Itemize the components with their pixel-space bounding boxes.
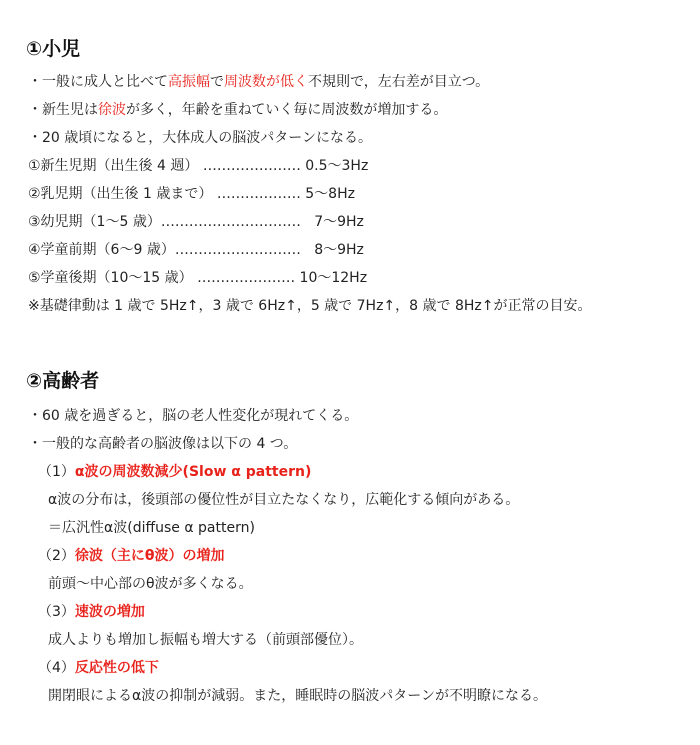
stage-label: ④学童前期（6～9 歳） [28, 242, 175, 258]
item-number: （1） [38, 464, 75, 480]
leader-dots: ………………………… [160, 214, 301, 230]
leader-dots: ………………… [197, 270, 296, 286]
item-number: （4） [38, 660, 75, 676]
highlight-high-amplitude: 高振幅 [168, 74, 210, 90]
section-title-children: ①小児 [26, 38, 81, 60]
item-number: （2） [38, 548, 75, 564]
stage-row [28, 212, 364, 232]
stage-value: 7～9Hz [314, 214, 364, 230]
stage-value: 0.5～3Hz [305, 158, 369, 174]
leader-dots: ……………………… [174, 242, 301, 258]
stage-row [28, 184, 355, 204]
elderly-bullet-2: ・一般的な高齢者の脳波像は以下の 4 つ。 [28, 436, 298, 452]
elderly-item-heading [38, 546, 225, 566]
stage-row [28, 156, 368, 176]
elderly-item-heading [38, 602, 145, 622]
stage-value: 8～9Hz [314, 242, 364, 258]
elderly-item-text: α波の分布は，後頭部の優位性が目立たなくなり，広範化する傾向がある。 [48, 492, 520, 508]
stage-value: 10～12Hz [299, 270, 368, 286]
elderly-item-heading [38, 658, 159, 678]
stage-row [28, 268, 367, 288]
item-title: 反応性の低下 [74, 660, 159, 676]
elderly-item-heading [38, 462, 311, 482]
children-note: ※基礎律動は 1 歳で 5Hz↑，3 歳で 6Hz↑，5 歳で 7Hz↑，8 歳で 8Hz↑が正常の目安。 [28, 298, 592, 314]
item-number: （3） [38, 604, 75, 620]
stage-label: ③幼児期（1～5 歳） [28, 214, 161, 230]
item-title: α波の周波数減少(Slow α pattern) [74, 464, 312, 480]
text-span: ・一般に成人と比べて [28, 74, 168, 90]
stage-label: ①新生児期（出生後 4 週） [28, 158, 199, 174]
item-title: 徐波（主にθ波）の増加 [74, 548, 225, 564]
section-title-elderly: ②高齢者 [26, 370, 100, 392]
text-span: 不規則で，左右差が目立つ。 [308, 74, 490, 90]
elderly-item-text: 開閉眼によるα波の抑制が減弱。また，睡眠時の脳波パターンが不明瞭になる。 [48, 688, 547, 704]
leader-dots: ………………… [202, 158, 301, 174]
elderly-item-text: 前頭～中心部のθ波が多くなる。 [48, 576, 253, 592]
highlight-low-frequency: 周波数が低く [224, 74, 308, 90]
stage-value: 5～8Hz [305, 186, 355, 202]
elderly-bullet-1: ・60 歳を過ぎると，脳の老人性変化が現れてくる。 [28, 408, 359, 424]
children-bullet-2 [28, 100, 447, 120]
text-span: ・新生児は [28, 102, 98, 118]
stage-label: ②乳児期（出生後 1 歳まで） [28, 186, 213, 202]
stage-row [28, 240, 364, 260]
elderly-item-text: ＝広汎性α波(diffuse α pattern) [48, 520, 255, 536]
text-span: で [210, 74, 224, 90]
leader-dots: ……………… [216, 186, 301, 202]
children-bullet-1 [28, 72, 489, 92]
text-span: が多く，年齢を重ねていく毎に周波数が増加する。 [126, 102, 448, 118]
highlight-slow-wave: 徐波 [98, 102, 126, 118]
item-title: 速波の増加 [74, 604, 145, 620]
stage-label: ⑤学童後期（10～15 歳） [28, 270, 193, 286]
children-bullet-3: ・20 歳頃になると，大体成人の脳波パターンになる。 [28, 130, 372, 146]
elderly-item-text: 成人よりも増加し振幅も増大する（前頭部優位）。 [48, 632, 363, 648]
